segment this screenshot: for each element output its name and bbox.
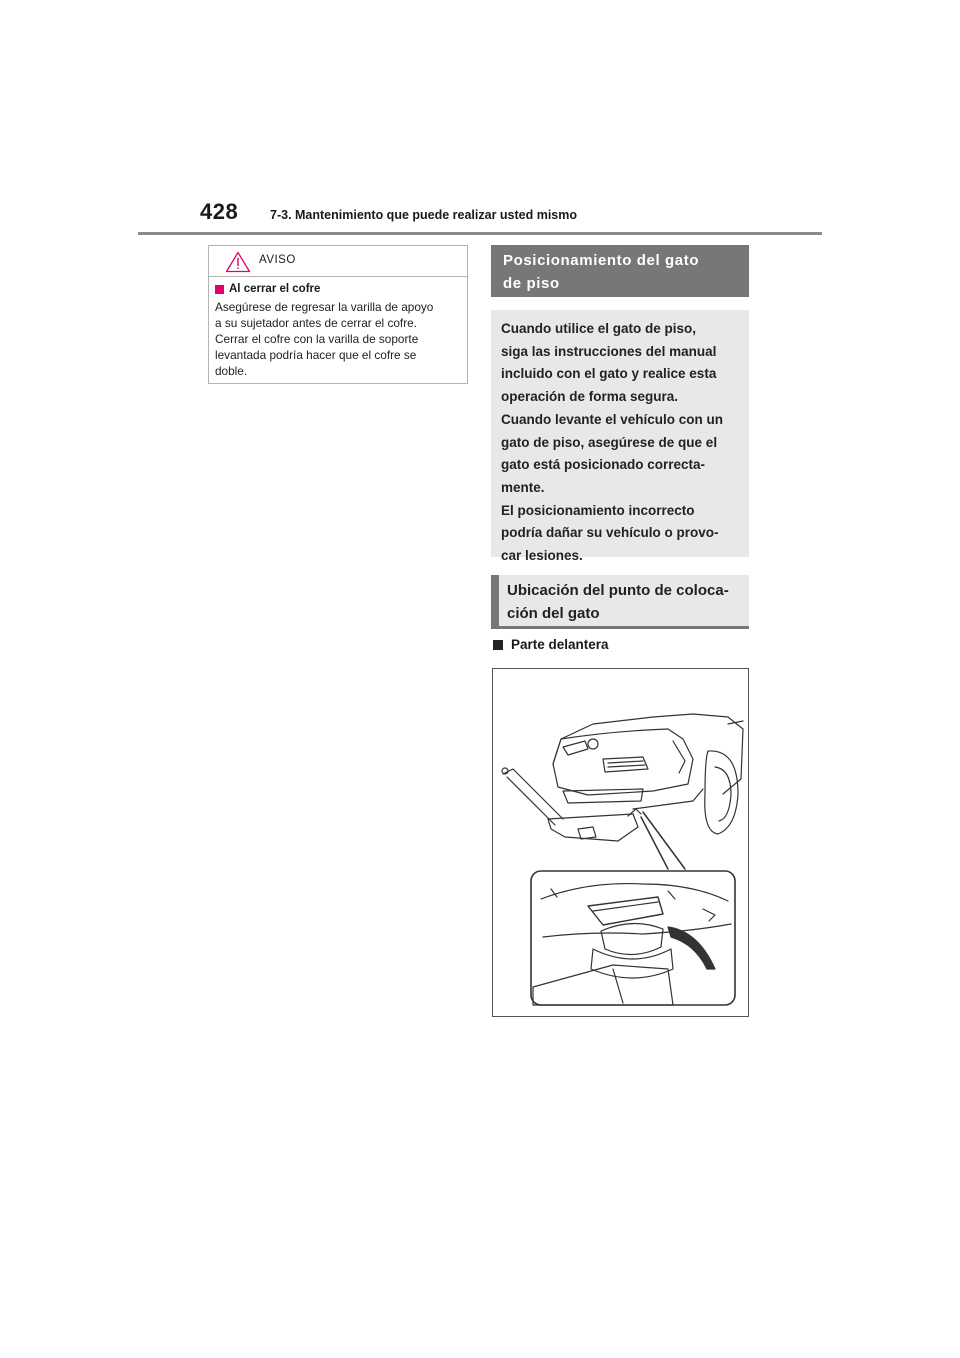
heading-line: Posicionamiento del gato [503, 252, 700, 269]
warning-header [209, 246, 467, 277]
heading-line: ción del gato [507, 605, 600, 622]
front-part-bullet [493, 637, 609, 652]
warning-triangle-icon [225, 251, 251, 273]
heading-jack-positioning [491, 245, 749, 297]
warning-text-line: Cerrar el cofre con la varilla de soporte [215, 332, 419, 346]
heading-line: de piso [503, 275, 560, 292]
header-rule [138, 232, 822, 235]
intro-line: gato de piso, asegúrese de que el [501, 434, 718, 450]
warning-text-line: doble. [215, 364, 248, 378]
intro-line: mente. [501, 479, 545, 495]
section-title: 7-3. Mantenimiento que puede realizar usted mismo [270, 208, 578, 222]
warning-text [215, 299, 459, 379]
intro-line: operación de forma segura. [501, 389, 679, 405]
intro-box [491, 310, 749, 564]
intro-line: podría dañar su vehículo o provo- [501, 525, 719, 541]
intro-line: siga las instrucciones del manual [501, 343, 717, 359]
warning-text-line: Asegúrese de regresar la varilla de apoyo [215, 300, 434, 314]
warning-body [209, 277, 467, 379]
intro-line: gato está posicionado correcta- [501, 457, 706, 473]
heading-line: Ubicación del punto de coloca- [507, 582, 729, 599]
jack-point-illustration [492, 668, 749, 1017]
warning-subheading [215, 283, 459, 295]
intro-line: Cuando levante el vehículo con un [501, 411, 724, 427]
warning-text-line: a su sujetador antes de cerrar el cofre. [215, 316, 417, 330]
page-number: 428 [200, 199, 239, 224]
intro-line: incluido con el gato y realice esta [501, 366, 717, 382]
car-jack-illustration [493, 669, 748, 1016]
intro-line: car lesiones. [501, 548, 583, 564]
warning-box [208, 245, 468, 384]
bullet-square-icon [493, 640, 503, 650]
heading-jack-point-location [491, 575, 749, 629]
bullet-square-icon [215, 285, 224, 294]
warning-label: AVISO [259, 254, 296, 266]
intro-line: Cuando utilice el gato de piso, [501, 321, 697, 336]
warning-subheading-text: Al cerrar el cofre [229, 283, 321, 295]
intro-line: El posicionamiento incorrecto [501, 502, 695, 518]
warning-text-line: levantada podría hacer que el cofre se [215, 348, 417, 362]
front-part-label: Parte delantera [511, 637, 609, 652]
